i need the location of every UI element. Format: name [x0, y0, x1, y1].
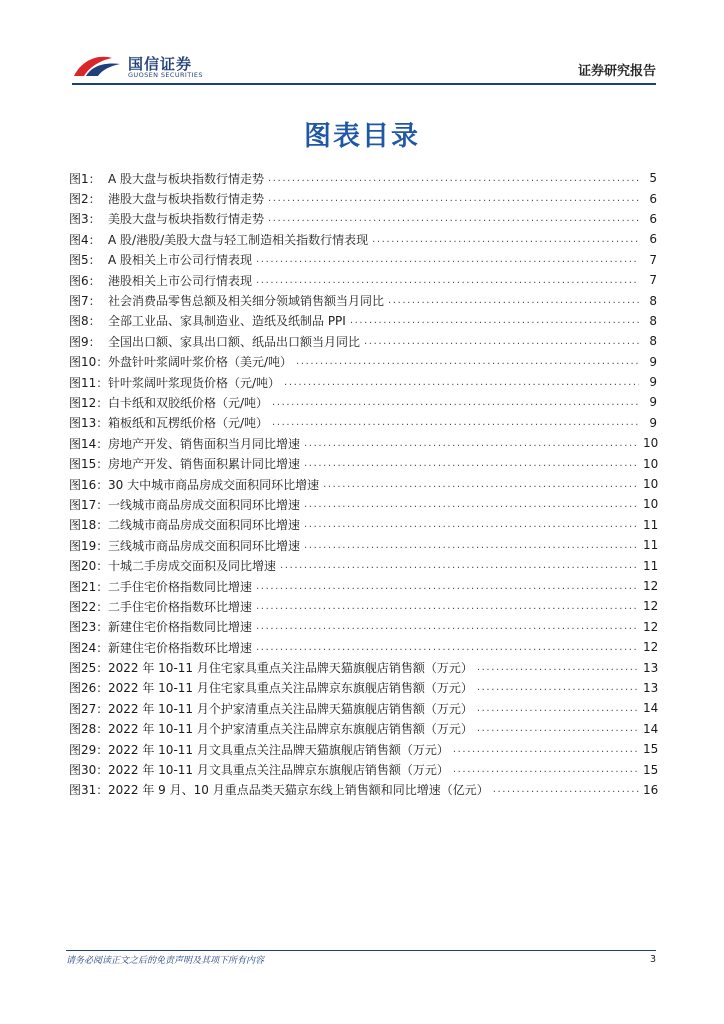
- toc-dot-leader: [304, 499, 639, 510]
- toc-figure-title: A 股相关上市公司行情表现: [108, 253, 253, 268]
- toc-entry[interactable]: [69, 413, 657, 433]
- toc-entry[interactable]: [69, 576, 657, 596]
- toc-dot-leader: [477, 703, 639, 714]
- toc-figure-title: 新建住宅价格指数同比增速: [108, 620, 253, 635]
- toc-dot-leader: [256, 642, 639, 653]
- toc-figure-number: 图13：: [69, 416, 109, 431]
- toc-figure-number: 图1：: [69, 171, 101, 186]
- toc-dot-leader: [453, 764, 639, 775]
- toc-figure-number: 图17：: [69, 497, 109, 512]
- toc-dot-leader: [256, 275, 639, 286]
- toc-entry[interactable]: [69, 229, 657, 249]
- toc-page-number: 9: [649, 415, 657, 430]
- footer-divider: [66, 950, 656, 951]
- toc-figure-title: 2022 年 10-11 月文具重点关注品牌京东旗舰店销售额（万元）: [108, 763, 449, 778]
- toc-page-number: 6: [649, 211, 657, 226]
- toc-figure-number: 图30：: [69, 763, 109, 778]
- toc-entry[interactable]: [69, 209, 657, 229]
- toc-figure-title: 2022 年 10-11 月个护家清重点关注品牌京东旗舰店销售额（万元）: [108, 722, 473, 737]
- toc-figure-number: 图16：: [69, 477, 109, 492]
- toc-figure-title: 二线城市商品房成交面积同环比增速: [108, 518, 301, 533]
- toc-figure-number: 图5：: [69, 253, 101, 268]
- toc-dot-leader: [268, 173, 639, 184]
- toc-page-number: 9: [649, 354, 657, 369]
- toc-dot-leader: [256, 581, 639, 592]
- toc-dot-leader: [388, 295, 639, 306]
- toc-figure-number: 图28：: [69, 722, 109, 737]
- toc-entry[interactable]: [69, 494, 657, 514]
- toc-dot-leader: [272, 417, 639, 428]
- toc-dot-leader: [256, 621, 639, 632]
- toc-entry[interactable]: [69, 433, 657, 453]
- toc-dot-leader: [280, 560, 639, 571]
- guosen-logo: [72, 50, 242, 84]
- toc-figure-number: 图10：: [69, 355, 109, 370]
- toc-figure-title: 箱板纸和瓦楞纸价格（元/吨）: [108, 416, 269, 431]
- toc-entry[interactable]: [69, 270, 657, 290]
- toc-page-number: 8: [649, 293, 657, 308]
- toc-figure-number: 图23：: [69, 620, 109, 635]
- toc-entry[interactable]: [69, 698, 657, 718]
- toc-figure-title: 一线城市商品房成交面积同环比增速: [108, 497, 301, 512]
- toc-figure-title: 2022 年 10-11 月个护家清重点关注品牌天猫旗舰店销售额（万元）: [108, 701, 473, 716]
- toc-figure-title: 港股相关上市公司行情表现: [108, 273, 253, 288]
- toc-page-number: 12: [643, 579, 659, 593]
- toc-page-number: 9: [649, 395, 657, 410]
- toc-figure-number: 图29：: [69, 742, 109, 757]
- guosen-logo-mark-icon: [72, 52, 122, 80]
- toc-page-number: 5: [649, 171, 657, 186]
- toc-page-number: 10: [643, 436, 659, 451]
- toc-entry[interactable]: [69, 168, 657, 188]
- toc-page-number: 13: [643, 660, 659, 675]
- toc-entry[interactable]: [69, 759, 657, 779]
- toc-figure-number: 图22：: [69, 599, 109, 614]
- report-type-label: 证券研究报告: [577, 64, 656, 79]
- toc-page-number: 12: [643, 619, 659, 634]
- toc-dot-leader: [296, 356, 639, 367]
- toc-figure-title: 2022 年 10-11 月住宅家具重点关注品牌天猫旗舰店销售额（万元）: [108, 661, 473, 676]
- toc-entry[interactable]: [69, 331, 657, 351]
- toc-figure-number: 图12：: [69, 395, 109, 410]
- toc-dot-leader: [453, 744, 639, 755]
- toc-dot-leader: [350, 315, 639, 326]
- toc-figure-number: 图21：: [69, 579, 109, 594]
- toc-figure-number: 图15：: [69, 457, 109, 472]
- toc-page-number: 16: [643, 782, 659, 797]
- toc-entry[interactable]: [69, 311, 657, 331]
- toc-figure-number: 图19：: [69, 538, 109, 553]
- toc-figure-number: 图26：: [69, 681, 109, 696]
- toc-dot-leader: [493, 784, 639, 795]
- toc-page-number: 11: [643, 558, 659, 573]
- toc-page-number: 15: [643, 742, 659, 757]
- toc-figure-title: 二手住宅价格指数同比增速: [108, 579, 253, 594]
- toc-figure-number: 图3：: [69, 212, 101, 227]
- disclaimer-note: 请务必阅读正文之后的免责声明及其项下所有内容: [66, 956, 265, 966]
- toc-figure-title: A 股大盘与板块指数行情走势: [108, 171, 265, 186]
- toc-page-number: 7: [649, 273, 657, 288]
- toc-figure-title: 2022 年 10-11 月文具重点关注品牌天猫旗舰店销售额（万元）: [108, 742, 449, 757]
- toc-dot-leader: [304, 438, 639, 449]
- toc-page-number: 7: [649, 252, 657, 267]
- toc-figure-title: 全国出口额、家具出口额、纸品出口额当月同比: [108, 334, 361, 349]
- toc-dot-leader: [364, 336, 639, 347]
- toc-entry[interactable]: [69, 719, 657, 739]
- header-divider: [72, 83, 656, 85]
- toc-dot-leader: [372, 234, 639, 245]
- page-number: 3: [649, 954, 656, 965]
- toc-entry[interactable]: [69, 250, 657, 270]
- toc-page-number: 11: [643, 517, 659, 532]
- toc-figure-number: 图25：: [69, 661, 109, 676]
- toc-figure-number: 图18：: [69, 518, 109, 533]
- toc-figure-number: 图27：: [69, 701, 109, 716]
- toc-figure-number: 图6：: [69, 273, 101, 288]
- toc-entry[interactable]: [69, 739, 657, 759]
- toc-figure-number: 图7：: [69, 294, 101, 309]
- toc-entry[interactable]: [69, 535, 657, 555]
- toc-page-number: 10: [643, 497, 659, 512]
- toc-figure-title: 新建住宅价格指数环比增速: [108, 640, 253, 655]
- toc-page-number: 15: [643, 762, 659, 777]
- toc-dot-leader: [477, 662, 639, 673]
- toc-figure-title: 白卡纸和双胶纸价格（元/吨）: [108, 395, 269, 410]
- toc-figure-title: 针叶浆阔叶浆现货价格（元/吨）: [108, 375, 281, 390]
- toc-figure-number: 图11：: [69, 375, 109, 390]
- toc-dot-leader: [304, 540, 639, 551]
- toc-figure-number: 图31：: [69, 783, 109, 798]
- toc-entry[interactable]: [69, 657, 657, 677]
- toc-figure-title: 社会消费品零售总额及相关细分领域销售额当月同比: [108, 294, 385, 309]
- toc-entry[interactable]: [69, 678, 657, 698]
- toc-figure-title: 二手住宅价格指数环比增速: [108, 599, 253, 614]
- toc-page-number: 13: [643, 680, 659, 695]
- toc-page-number: 6: [649, 232, 657, 247]
- toc-entry[interactable]: [69, 596, 657, 616]
- toc-entry[interactable]: [69, 372, 657, 392]
- figure-toc-list: [69, 168, 657, 800]
- toc-dot-leader: [268, 193, 639, 204]
- toc-entry[interactable]: [69, 352, 657, 372]
- toc-page-number: 12: [643, 640, 659, 655]
- toc-dot-leader: [256, 601, 639, 612]
- toc-dot-leader: [268, 213, 639, 224]
- toc-entry[interactable]: [69, 555, 657, 575]
- toc-figure-title: 2022 年 9 月、10 月重点品类天猫京东线上销售额和同比增速（亿元）: [108, 783, 489, 798]
- toc-dot-leader: [323, 479, 639, 490]
- toc-figure-number: 图14：: [69, 436, 109, 451]
- page-header: [72, 50, 656, 86]
- page-title: 图表目录: [304, 121, 420, 152]
- toc-figure-title: 30 大中城市商品房成交面积同环比增速: [108, 477, 320, 492]
- toc-page-number: 8: [649, 313, 657, 328]
- toc-figure-title: A 股/港股/美股大盘与轻工制造相关指数行情表现: [108, 232, 369, 247]
- toc-entry[interactable]: [69, 392, 657, 412]
- toc-dot-leader: [256, 254, 639, 265]
- toc-figure-title: 港股大盘与板块指数行情走势: [108, 192, 265, 207]
- toc-entry[interactable]: [69, 780, 657, 800]
- toc-entry[interactable]: [69, 617, 657, 637]
- toc-page-number: 14: [643, 701, 659, 716]
- toc-page-number: 9: [649, 375, 657, 390]
- toc-page-number: 14: [643, 721, 659, 736]
- toc-page-number: 10: [643, 456, 659, 471]
- toc-dot-leader: [477, 682, 639, 693]
- toc-dot-leader: [304, 458, 639, 469]
- toc-dot-leader: [272, 397, 639, 408]
- toc-figure-title: 全部工业品、家具制造业、造纸及纸制品 PPI: [108, 314, 346, 329]
- toc-figure-title: 2022 年 10-11 月住宅家具重点关注品牌京东旗舰店销售额（万元）: [108, 681, 473, 696]
- logo-english-name: GUOSEN SECURITIES: [128, 71, 203, 79]
- toc-page-number: 12: [643, 599, 659, 614]
- toc-entry[interactable]: [69, 474, 657, 494]
- toc-figure-number: 图20：: [69, 559, 109, 574]
- toc-figure-title: 房地产开发、销售面积当月同比增速: [108, 436, 301, 451]
- toc-dot-leader: [477, 723, 639, 734]
- toc-figure-title: 美股大盘与板块指数行情走势: [108, 212, 265, 227]
- toc-dot-leader: [304, 519, 639, 530]
- toc-page-number: 11: [643, 538, 659, 553]
- toc-entry[interactable]: [69, 453, 657, 473]
- toc-figure-title: 房地产开发、销售面积累计同比增速: [108, 457, 301, 472]
- toc-figure-title: 三线城市商品房成交面积同环比增速: [108, 538, 301, 553]
- toc-page-number: 6: [649, 191, 657, 206]
- toc-figure-title: 十城二手房成交面积及同比增速: [108, 559, 277, 574]
- toc-page-number: 10: [643, 477, 659, 492]
- toc-entry[interactable]: [69, 637, 657, 657]
- toc-page-number: 8: [649, 334, 657, 349]
- toc-entry[interactable]: [69, 515, 657, 535]
- toc-entry[interactable]: [69, 290, 657, 310]
- toc-figure-number: 图4：: [69, 232, 101, 247]
- logo-chinese-name: 国信证券: [128, 55, 193, 73]
- toc-dot-leader: [284, 377, 639, 388]
- toc-figure-number: 图8：: [69, 314, 101, 329]
- toc-figure-number: 图24：: [69, 640, 109, 655]
- toc-figure-number: 图9：: [69, 334, 101, 349]
- toc-figure-number: 图2：: [69, 192, 101, 207]
- toc-figure-title: 外盘针叶浆阔叶浆价格（美元/吨）: [108, 355, 293, 370]
- toc-entry[interactable]: [69, 188, 657, 208]
